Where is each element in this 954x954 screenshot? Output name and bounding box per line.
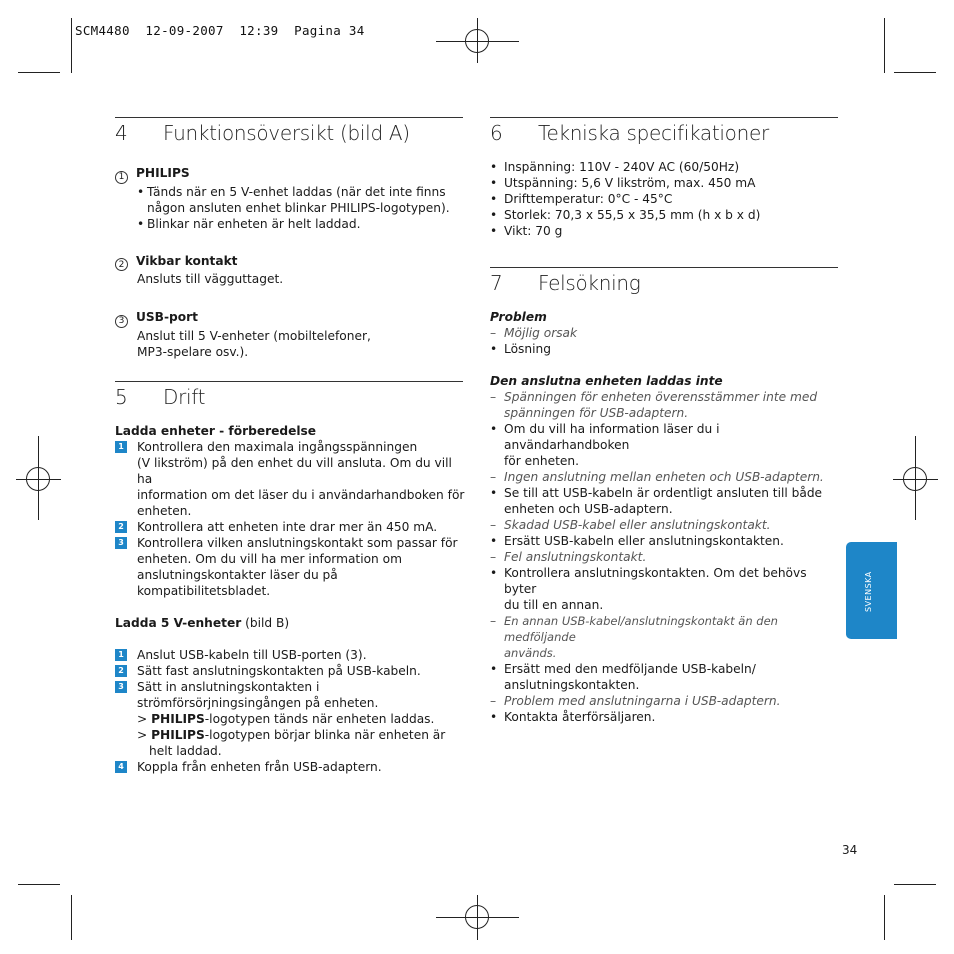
overview-item-philips: 1 PHILIPS xyxy=(115,165,465,184)
spec-item: • Utspänning: 5,6 V likström, max. 450 mA xyxy=(490,176,756,190)
bullet-icon: • xyxy=(490,224,498,238)
legend-solution: • Lösning xyxy=(490,342,551,356)
spec-item: • Drifttemperatur: 0°C - 45°C xyxy=(490,192,673,206)
bullet-icon: • xyxy=(490,160,498,174)
crop-mark xyxy=(71,18,72,73)
bullet-icon: • xyxy=(490,176,498,190)
step-item: 1 Kontrollera den maximala ingångsspänningen (V likström) på den enhet du vill ansluta. Om du vill ha information om det läser du i användarhandboken för enheten. xyxy=(115,439,465,519)
overview-content: 1 PHILIPS • Tänds när en 5 V-enhet laddas (när det inte finns någon ansluten enhet blinkar PHILIPS-logotypen). • Blinkar när enheten är helt laddad. 2 Vikbar kontakt Ansluts till vägguttaget. 3 USB-port Anslut till 5 V-enheter (mobiltelefoner, MP3-spelare osv.). xyxy=(115,165,465,360)
arrow-icon: > xyxy=(137,712,148,726)
step-item: 3 Kontrollera vilken anslutningskontakt som passar för enheten. Om du vill ha mer information om anslutningskontakter läser du på kompatibilitetsbladet. xyxy=(115,535,465,599)
bullet-item: • Tänds när en 5 V-enhet laddas (när det inte finns någon ansluten enhet blinkar PHILIPS-logotypen). xyxy=(137,184,450,215)
cause-item: – Spänningen för enheten överensstämmer inte med spänningen för USB-adaptern. xyxy=(490,390,818,420)
bullet-icon: • xyxy=(490,662,498,676)
legend-cause: – Möjlig orsak xyxy=(490,326,578,340)
crop-mark xyxy=(894,72,936,73)
subheading: Ladda 5 V-enheter (bild B) xyxy=(115,616,290,630)
bullet-icon: • xyxy=(490,342,498,356)
callout-number: 2 xyxy=(115,258,128,271)
page-number: 34 xyxy=(842,843,858,857)
section-heading-7: 7 Felsökning xyxy=(490,271,641,295)
print-slug: SCM4480 12-09-2007 12:39 Pagina 34 xyxy=(75,23,365,38)
step-number: 2 xyxy=(115,521,127,533)
step-number: 1 xyxy=(115,649,127,661)
section-heading-6: 6 Tekniska specifikationer xyxy=(490,121,769,145)
solution-item: • Se till att USB-kabeln är ordentligt ansluten till både enheten och USB-adaptern. xyxy=(490,486,823,516)
cause-item: – Ingen anslutning mellan enheten och USB-adaptern. xyxy=(490,470,824,484)
bullet-icon: • xyxy=(490,192,498,206)
crop-mark xyxy=(18,72,60,73)
solution-item: • Ersätt USB-kabeln eller anslutningskontakten. xyxy=(490,534,784,548)
step-item: 2 Kontrollera att enheten inte drar mer än 450 mA. xyxy=(115,519,465,535)
overview-item-folding-plug: 2 Vikbar kontakt xyxy=(115,253,465,272)
troubleshooting-content xyxy=(490,309,840,725)
spec-item: • Storlek: 70,3 x 55,5 x 35,5 mm (h x b x d) xyxy=(490,208,761,222)
step-number: 3 xyxy=(115,681,127,693)
bullet-icon: • xyxy=(137,216,145,231)
step-item: 2 Sätt fast anslutningskontakten på USB-kabeln. xyxy=(115,663,465,679)
arrow-icon: > xyxy=(137,728,148,742)
step-number: 3 xyxy=(115,537,127,549)
bullet-icon: • xyxy=(490,208,498,222)
bullet-icon: • xyxy=(490,710,498,724)
section-rule xyxy=(115,381,463,382)
overview-item-usb-port: 3 USB-port xyxy=(115,309,465,328)
drift-content xyxy=(115,423,465,775)
step-number: 4 xyxy=(115,761,127,773)
step-item: 4 Koppla från enheten från USB-adaptern. xyxy=(115,759,465,775)
crop-mark xyxy=(18,884,60,885)
language-tab xyxy=(846,542,897,639)
callout-number: 3 xyxy=(115,315,128,328)
bullet-icon: • xyxy=(490,486,498,500)
problem-title: Den anslutna enheten laddas inte xyxy=(490,374,723,388)
section-rule xyxy=(490,267,838,268)
cause-item: – Problem med anslutningarna i USB-adaptern. xyxy=(490,694,781,708)
language-tab-label: SVENSKA xyxy=(864,571,873,612)
subheading: Ladda enheter - förberedelse xyxy=(115,424,317,438)
crop-mark xyxy=(894,884,936,885)
legend-problem: Problem xyxy=(490,310,547,324)
section-heading-4: 4 Funktionsöversikt (bild A) xyxy=(115,121,410,145)
crop-mark xyxy=(884,895,885,940)
step-item: 3 Sätt in anslutningskontakten i strömförsörjningsingången på enheten. > PHILIPS-logotypen tänds när enheten laddas. > PHILIPS-logotypen börjar blinka när enheten är helt laddad. xyxy=(115,679,465,759)
bullet-icon: • xyxy=(490,534,498,548)
section-rule xyxy=(490,117,838,118)
section-heading-5: 5 Drift xyxy=(115,385,206,409)
bullet-item: • Blinkar när enheten är helt laddad. xyxy=(137,216,361,231)
solution-item: • Om du vill ha information läser du i användarhandboken för enheten. xyxy=(490,422,720,468)
solution-item: • Kontrollera anslutningskontakten. Om det behövs byter du till en annan. xyxy=(490,566,807,612)
crop-mark xyxy=(884,18,885,73)
solution-item: • Ersätt med den medföljande USB-kabeln/ anslutningskontakten. xyxy=(490,662,756,692)
cause-item: – En annan USB-kabel/anslutningskontakt än den medföljande används. xyxy=(490,614,778,660)
solution-item: • Kontakta återförsäljaren. xyxy=(490,710,656,724)
cause-item: – Fel anslutningskontakt. xyxy=(490,550,647,564)
spec-item: • Vikt: 70 g xyxy=(490,224,563,238)
crop-mark xyxy=(71,895,72,940)
section-rule xyxy=(115,117,463,118)
cause-item: – Skadad USB-kabel eller anslutningskontakt. xyxy=(490,518,771,532)
step-number: 2 xyxy=(115,665,127,677)
result-line: > PHILIPS-logotypen börjar blinka när enheten är xyxy=(137,728,446,742)
result-line: > PHILIPS-logotypen tänds när enheten laddas. xyxy=(137,712,435,726)
callout-number: 1 xyxy=(115,171,128,184)
specs-list xyxy=(490,159,840,239)
bullet-icon: • xyxy=(490,422,498,436)
spec-item: • Inspänning: 110V - 240V AC (60/50Hz) xyxy=(490,160,740,174)
step-item: 1 Anslut USB-kabeln till USB-porten (3). xyxy=(115,647,465,663)
bullet-icon: • xyxy=(490,566,498,580)
step-number: 1 xyxy=(115,441,127,453)
bullet-icon: • xyxy=(137,184,145,199)
